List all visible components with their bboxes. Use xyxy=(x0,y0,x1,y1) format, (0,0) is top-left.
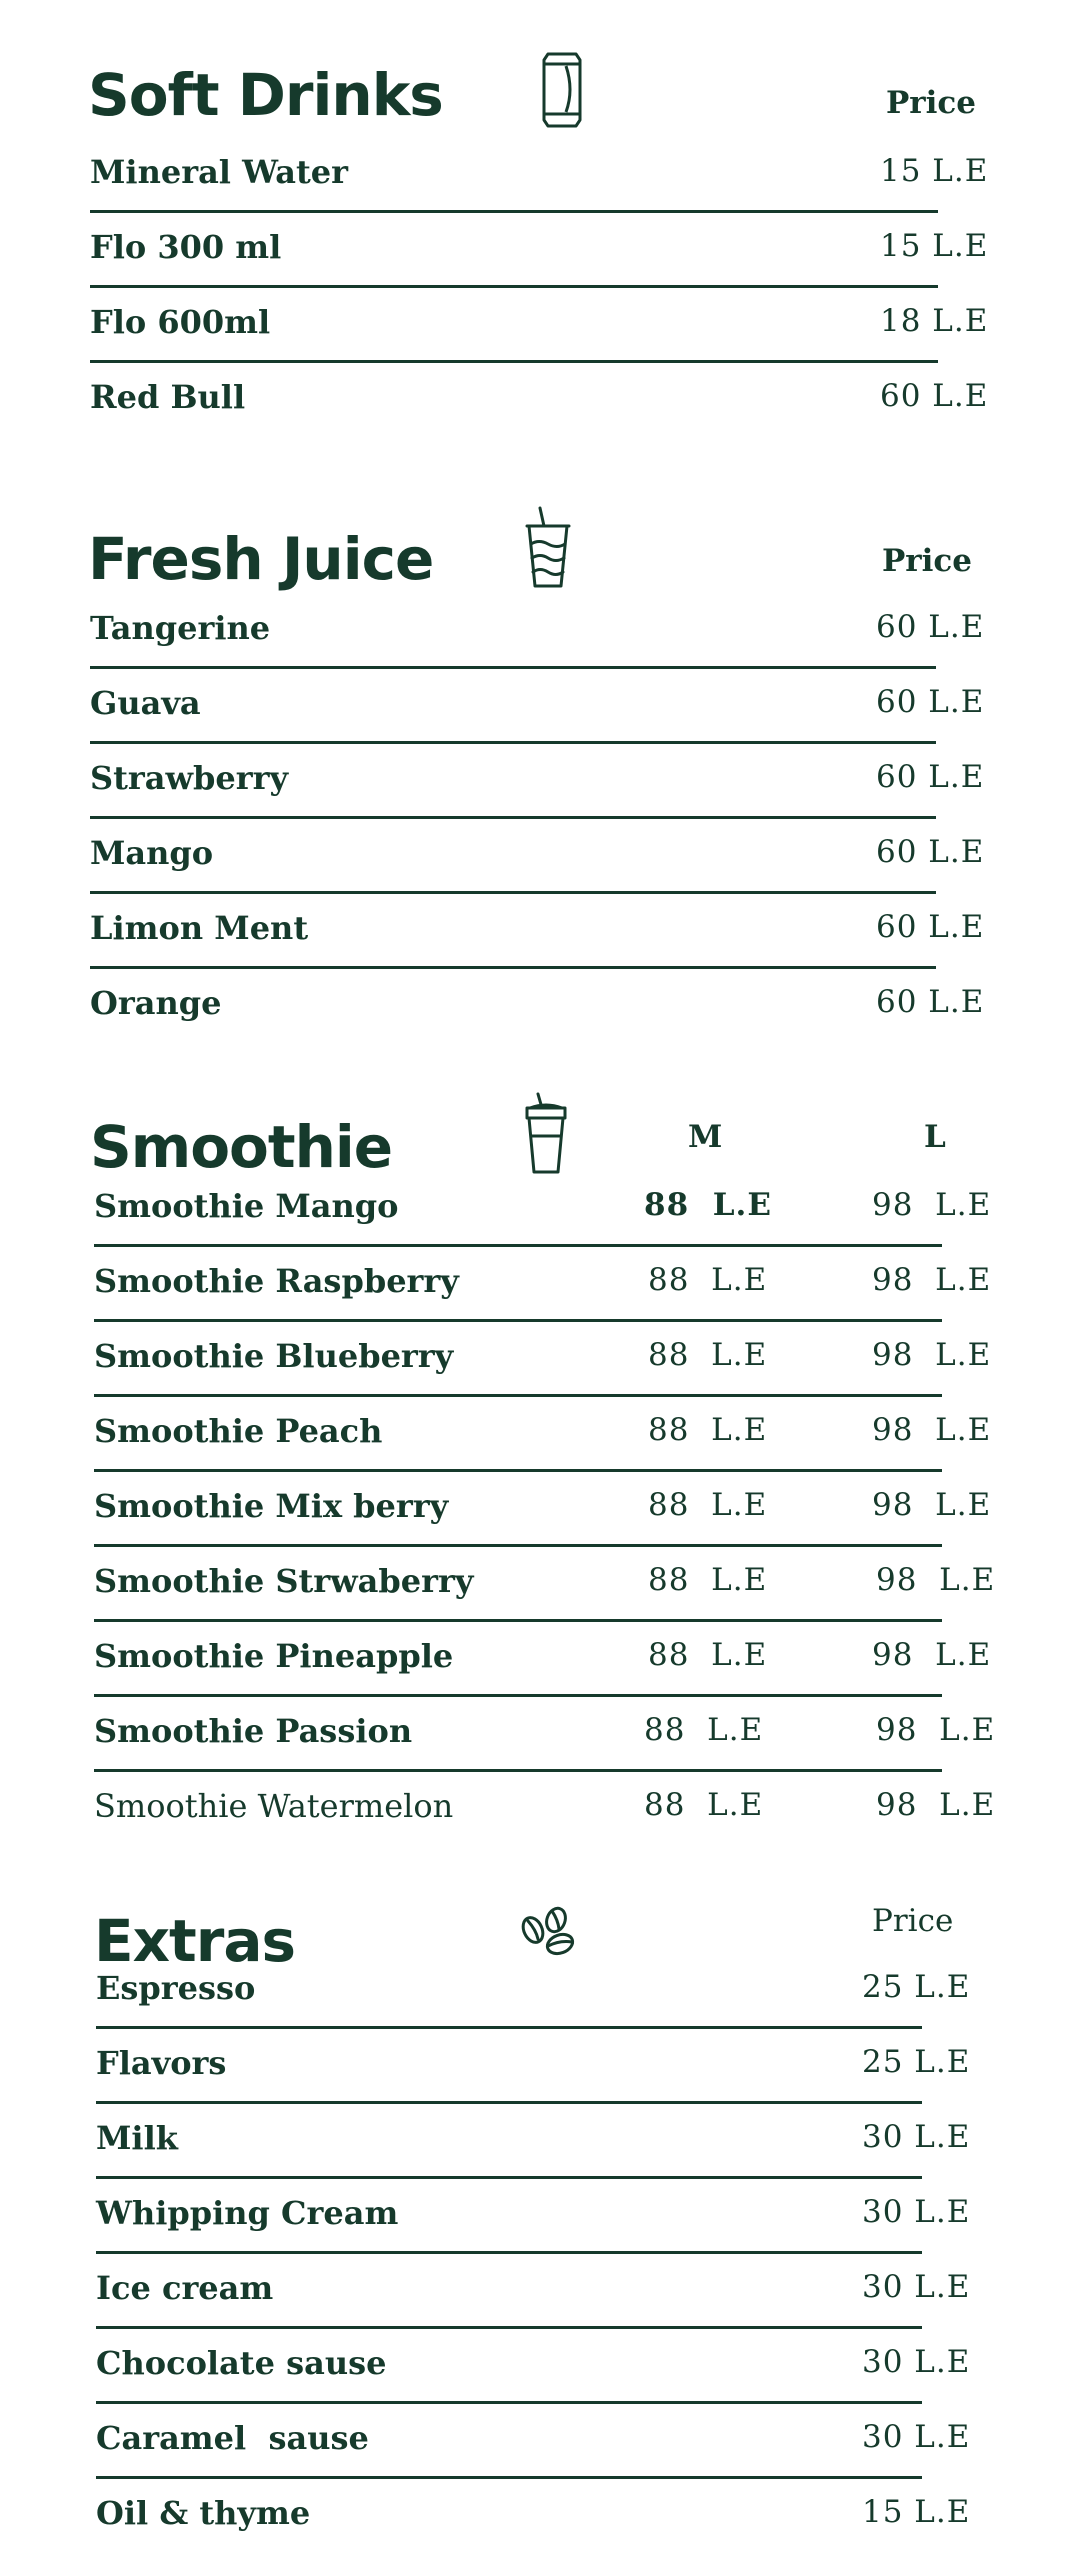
menu-row xyxy=(0,363,1085,438)
item-name: Smoothie Raspberry xyxy=(94,1262,459,1300)
item-name: Limon Ment xyxy=(90,909,309,947)
smoothie-size-l-header: L xyxy=(924,1119,946,1155)
menu-row xyxy=(0,1322,1085,1397)
item-name: Mango xyxy=(90,834,214,872)
item-price: 30 L.E xyxy=(862,2119,971,2155)
menu-row xyxy=(0,213,1085,288)
menu-row xyxy=(0,2254,1085,2329)
item-price: 18 L.E xyxy=(880,303,989,339)
menu-row xyxy=(0,1397,1085,1472)
menu-row xyxy=(0,288,1085,363)
item-name: Smoothie Strwaberry xyxy=(94,1562,474,1600)
menu-row xyxy=(0,2329,1085,2404)
menu-row xyxy=(0,2104,1085,2179)
menu-row xyxy=(0,1697,1085,1772)
item-price: 30 L.E xyxy=(862,2194,971,2230)
item-price: 60 L.E xyxy=(876,984,985,1020)
menu-row xyxy=(0,138,1085,213)
item-price-l: 98 L.E xyxy=(876,1712,996,1748)
item-name: Smoothie Mix berry xyxy=(94,1487,449,1525)
can-icon xyxy=(540,52,584,128)
menu-row xyxy=(0,894,1085,969)
item-name: Tangerine xyxy=(90,609,271,647)
item-price-l: 98 L.E xyxy=(876,1787,996,1823)
menu-row xyxy=(0,2029,1085,2104)
item-price-l: 98 L.E xyxy=(872,1337,992,1373)
item-price-l: 98 L.E xyxy=(872,1487,992,1523)
item-price: 60 L.E xyxy=(876,759,985,795)
item-price: 30 L.E xyxy=(862,2344,971,2380)
soft-drinks-price-header: Price xyxy=(886,85,977,121)
menu-row xyxy=(0,2404,1085,2479)
item-price-l: 98 L.E xyxy=(872,1637,992,1673)
item-price-m: 88 L.E xyxy=(644,1787,764,1823)
item-price: 60 L.E xyxy=(876,909,985,945)
item-name: Smoothie Blueberry xyxy=(94,1337,454,1375)
menu-row xyxy=(0,819,1085,894)
item-name: Guava xyxy=(90,684,201,722)
menu-row xyxy=(0,1954,1085,2029)
item-price-m: 88 L.E xyxy=(648,1337,768,1373)
menu-row xyxy=(0,1772,1085,1847)
extras-price-header: Price xyxy=(872,1903,954,1939)
menu-row xyxy=(0,2479,1085,2554)
menu-row xyxy=(0,2179,1085,2254)
item-price-m: 88 L.E xyxy=(648,1562,768,1598)
item-price-m: 88 L.E xyxy=(648,1412,768,1448)
item-name: Red Bull xyxy=(90,378,246,416)
item-name: Flo 600ml xyxy=(90,303,271,341)
menu-row xyxy=(0,1172,1085,1247)
item-name: Smoothie Mango xyxy=(94,1187,399,1225)
menu-row xyxy=(0,1547,1085,1622)
fresh-juice-price-header: Price xyxy=(882,543,973,579)
item-name: Espresso xyxy=(96,1969,256,2007)
item-price-m: 88 L.E xyxy=(648,1637,768,1673)
item-price: 25 L.E xyxy=(862,1969,971,2005)
item-price: 15 L.E xyxy=(880,228,989,264)
item-name: Smoothie Peach xyxy=(94,1412,383,1450)
soft-drinks-title: Soft Drinks xyxy=(88,61,443,129)
item-name: Chocolate sause xyxy=(96,2344,387,2382)
item-name: Smoothie Watermelon xyxy=(94,1787,454,1825)
menu-row xyxy=(0,1622,1085,1697)
item-name: Mineral Water xyxy=(90,153,348,191)
item-price: 60 L.E xyxy=(876,684,985,720)
coffee-beans-icon xyxy=(516,1904,580,1960)
menu-row xyxy=(0,1247,1085,1322)
item-name: Ice cream xyxy=(96,2269,274,2307)
item-name: Strawberry xyxy=(90,759,289,797)
item-price: 60 L.E xyxy=(876,834,985,870)
item-price-m: 88 L.E xyxy=(648,1487,768,1523)
item-name: Flo 300 ml xyxy=(90,228,282,266)
smoothie-size-m-header: M xyxy=(688,1119,723,1155)
item-price-m: 88 L.E xyxy=(644,1187,772,1223)
item-price: 30 L.E xyxy=(862,2419,971,2455)
menu-row xyxy=(0,744,1085,819)
menu-row xyxy=(0,969,1085,1044)
item-price-l: 98 L.E xyxy=(872,1412,992,1448)
juice-cup-icon xyxy=(524,506,572,590)
smoothie-title: Smoothie xyxy=(90,1113,393,1181)
item-price-m: 88 L.E xyxy=(644,1712,764,1748)
menu-row xyxy=(0,594,1085,669)
item-name: Caramel sause xyxy=(96,2419,369,2457)
item-name: Smoothie Passion xyxy=(94,1712,413,1750)
item-price: 15 L.E xyxy=(880,153,989,189)
item-name: Flavors xyxy=(96,2044,227,2082)
item-price: 60 L.E xyxy=(880,378,989,414)
item-price: 25 L.E xyxy=(862,2044,971,2080)
item-name: Smoothie Pineapple xyxy=(94,1637,454,1675)
item-price: 30 L.E xyxy=(862,2269,971,2305)
item-name: Whipping Cream xyxy=(96,2194,399,2232)
item-price-m: 88 L.E xyxy=(648,1262,768,1298)
item-name: Milk xyxy=(96,2119,178,2157)
menu-row xyxy=(0,1472,1085,1547)
fresh-juice-title: Fresh Juice xyxy=(88,525,434,593)
item-price-l: 98 L.E xyxy=(872,1187,992,1223)
item-price: 15 L.E xyxy=(862,2494,971,2530)
smoothie-cup-icon xyxy=(524,1092,568,1176)
item-price: 60 L.E xyxy=(876,609,985,645)
item-name: Oil & thyme xyxy=(96,2494,311,2532)
menu-row xyxy=(0,669,1085,744)
item-price-l: 98 L.E xyxy=(872,1262,992,1298)
item-name: Orange xyxy=(90,984,222,1022)
extras-title: Extras xyxy=(94,1907,296,1975)
item-price-l: 98 L.E xyxy=(876,1562,996,1598)
